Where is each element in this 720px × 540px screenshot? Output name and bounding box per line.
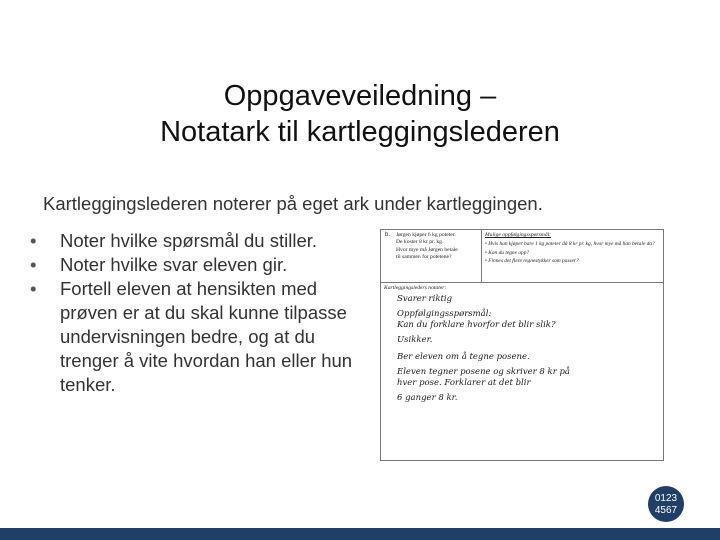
note-sheet-image [380, 229, 664, 461]
digits-logo-svg [647, 485, 685, 523]
task-question-line: De koster 8 kr pr. kg. [396, 239, 444, 246]
bullet-icon: • [30, 230, 37, 251]
slide-title-line-1: Oppgaveveiledning – [223, 80, 497, 112]
note-sheet-header [381, 230, 663, 283]
handwritten-notes [397, 294, 659, 404]
bullet-list [30, 229, 360, 397]
note-line: 6 ganger 8 kr. [397, 393, 458, 403]
footer-bar [0, 528, 720, 540]
slide-title-line-2: Notatark til kartleggingslederen [160, 116, 560, 148]
bullet-text: Fortell eleven at hensikten med prøven er at du skal kunne tilpasse undervisningen bedre, og at du trenger å vite hvordan han eller hun tenker. [60, 278, 353, 395]
followup-title: Mulige oppfølgingsspørsmål: [485, 232, 552, 238]
task-question-line: Hvor mye må Jørgen betale [396, 246, 458, 253]
notes-title: Kartleggingsleders notater: [384, 285, 447, 291]
logo-circle [648, 486, 684, 522]
logo-digits-bottom: 4567 [654, 505, 678, 516]
header-divider [481, 230, 482, 282]
bullet-item [30, 277, 360, 397]
bullet-icon: • [30, 254, 37, 275]
note-line: Ber eleven om å tegne posene. [397, 352, 530, 362]
task-question-line: Jørgen kjøper 6 kg poteter. [396, 232, 456, 238]
followup-item: • Kan du tegne opp? [485, 249, 655, 258]
slide-subtitle: Kartleggingslederen noterer på eget ark under kartleggingen. [43, 193, 543, 214]
task-question [396, 232, 478, 262]
note-line: hver pose. Forklarer at det blir [397, 378, 531, 388]
note-line: Usikker. [397, 335, 433, 345]
digits-logo-icon [647, 485, 685, 523]
logo-digits-top: 0123 [654, 493, 678, 504]
note-line: Oppfølgingsspørsmål: [397, 309, 492, 319]
bullet-item [30, 229, 360, 253]
bullet-text: Noter hvilke spørsmål du stiller. [60, 230, 318, 251]
followup-item: • Finnes det flere regnestykker som passer? [485, 257, 655, 266]
note-line: Svarer riktig [397, 294, 453, 304]
task-question-line: til sammen for potetene? [396, 254, 452, 261]
bullet-text: Noter hvilke svar eleven gir. [60, 254, 288, 275]
bullet-item [30, 253, 360, 277]
task-label: b. [385, 232, 391, 238]
note-line: Eleven tegner posene og skriver 8 kr på [397, 367, 570, 377]
followup-item: • Hvis han kjøper bare 1 kg poteter då 8 kr pr. kg, hvor mye må han betale da? [485, 240, 655, 249]
bullet-icon: • [30, 278, 37, 299]
followup-list [485, 240, 655, 266]
slide-title [0, 78, 720, 150]
note-line: Kan du forklare hvorfor det blir slik? [397, 320, 556, 330]
